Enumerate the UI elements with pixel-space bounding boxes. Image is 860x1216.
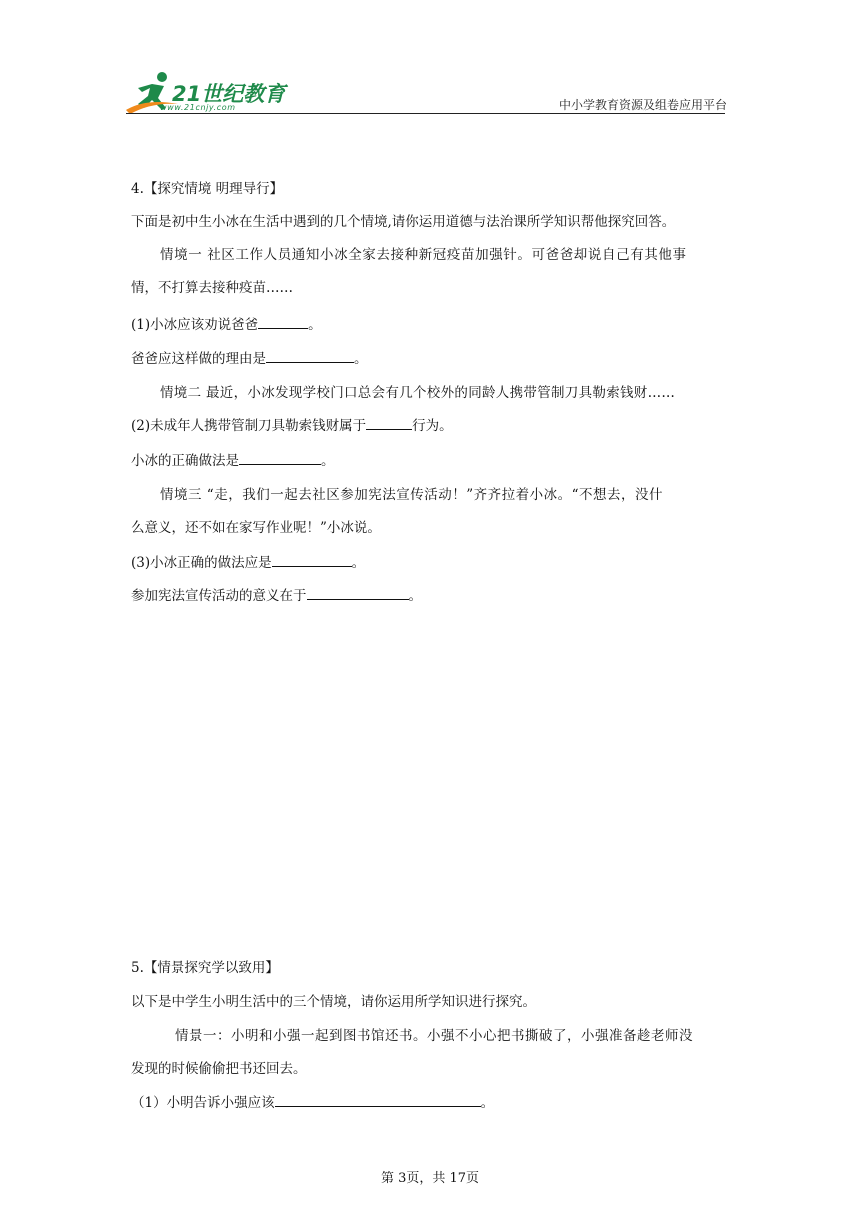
answer-blank[interactable] [275,1093,481,1107]
q4-intro: 下面是初中生小冰在生活中遇到的几个情境,请你运用道德与法治课所学知识帮他探究回答。 [131,214,676,230]
q5-situation1-line1: 情景一：小明和小强一起到图书馆还书。小强不小心把书撕破了，小强准备趁老师没 [175,1028,693,1044]
answer-blank[interactable] [307,586,409,600]
period: 。 [351,555,366,571]
q5-title: 5.【情景探究学以致用】 [131,960,279,976]
period: 。 [480,1095,495,1111]
answer-blank[interactable] [272,553,352,567]
q4-question3b-text: 参加宪法宣传活动的意义在于 [131,588,307,604]
answer-blank[interactable] [266,349,354,363]
q4-situation3-line2: 么意义，还不如在家写作业呢！”小冰说。 [131,520,381,536]
platform-name: 中小学教育资源及组卷应用平台 [558,98,727,112]
page-number: 第 3页，共 17页 [380,1171,480,1186]
q4-question2a-text: (2)未成年人携带管制刀具勒索钱财属于 [131,418,367,434]
q4-question2a [131,414,453,434]
period: 。 [308,317,322,333]
q4-situation1-line1: 情境一 社区工作人员通知小冰全家去接种新冠疫苗加强针。可爸爸却说自己有其他事 [160,247,687,263]
logo-name: 21世纪教育 [172,82,286,106]
q4-question3a [131,551,365,571]
period: 。 [408,588,422,604]
q4-question1b [131,347,368,367]
q5-intro: 以下是中学生小明生活中的三个情境，请你运用所学知识进行探究。 [131,994,536,1010]
period: 。 [354,351,368,367]
q5-question1-text: （1）小明告诉小强应该 [131,1095,275,1111]
answer-blank[interactable] [239,451,321,465]
answer-blank[interactable] [258,315,308,329]
q4-question1a-text: (1)小冰应该劝说爸爸 [131,317,259,333]
answer-blank[interactable] [366,416,412,430]
q4-question2b [131,449,335,469]
q4-question1a [131,313,322,333]
header-divider [126,113,725,114]
q5-question1 [131,1091,494,1111]
logo-url: www.21cnjy.com [160,103,236,112]
q4-question3a-text: (3)小冰正确的做法应是 [131,555,272,571]
q4-question1b-text: 爸爸应这样做的理由是 [131,351,266,367]
q4-question2b-text: 小冰的正确做法是 [131,453,239,469]
q4-situation1-line2: 情，不打算去接种疫苗…… [131,280,293,296]
q5-situation1-line2: 发现的时候偷偷把书还回去。 [131,1061,307,1077]
q4-question2a-suffix: 行为。 [412,418,453,434]
period: 。 [321,453,335,469]
q4-situation3-line1: 情境三 “走，我们一起去社区参加宪法宣传活动！”齐齐拉着小冰。“不想去，没什 [160,487,663,503]
q4-title: 4.【探究情境 明理导行】 [131,181,284,197]
q4-question3b [131,584,422,604]
q4-situation2-line: 情境二 最近，小冰发现学校门口总会有几个校外的同龄人携带管制刀具勒索钱财…… [160,385,676,401]
